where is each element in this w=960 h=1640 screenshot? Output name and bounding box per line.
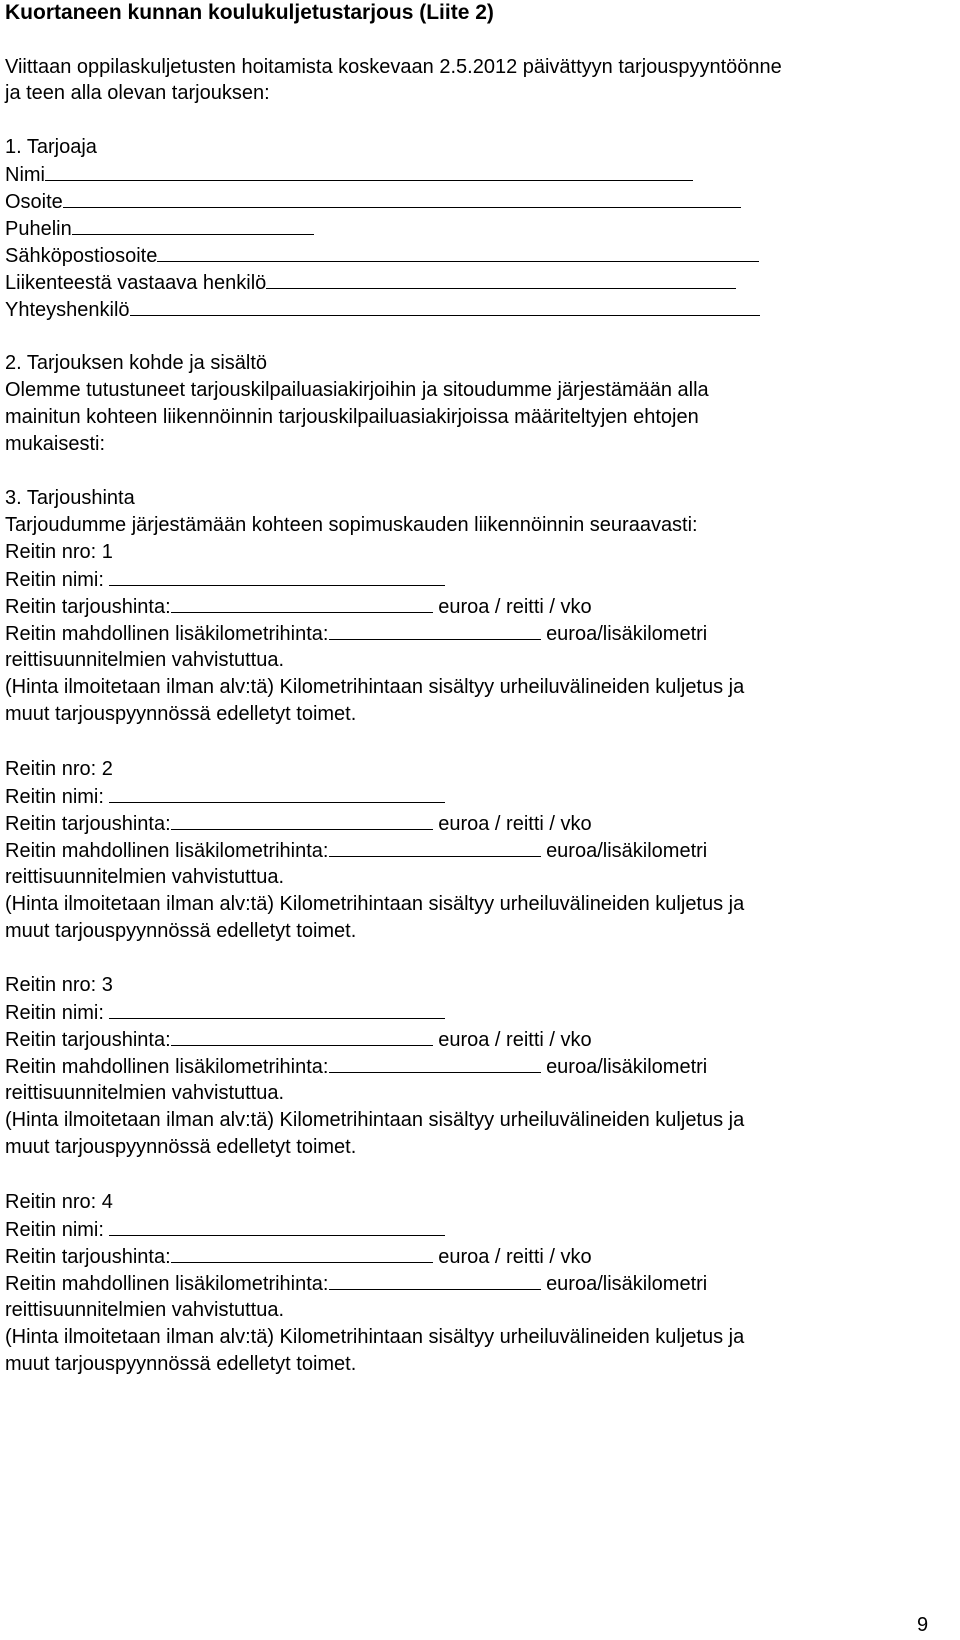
route-1-name-blank[interactable] <box>109 566 445 586</box>
route-name-label: Reitin nimi: <box>5 569 104 591</box>
section3-intro: Tarjoudumme järjestämään kohteen sopimuskauden liikennöinnin seuraavasti: <box>5 514 698 536</box>
field-traffic-manager <box>5 269 736 295</box>
route-2-price-blank[interactable] <box>171 810 433 830</box>
route-1-confirm: reittisuunnitelmien vahvistuttua. <box>5 649 285 671</box>
route-3-note-2: muut tarjouspyynnössä edelletyt toimet. <box>5 1136 357 1158</box>
route-4-km-price <box>5 1270 707 1296</box>
field-address-label: Osoite <box>5 191 63 213</box>
field-name-blank[interactable] <box>45 161 693 181</box>
km-price-unit: euroa/lisäkilometri <box>546 840 708 862</box>
km-price-label: Reitin mahdollinen lisäkilometrihinta: <box>5 840 329 862</box>
field-name-label: Nimi <box>5 164 45 186</box>
route-price-unit: euroa / reitti / vko <box>438 1246 592 1268</box>
field-traffic-manager-label: Liikenteestä vastaava henkilö <box>5 272 267 294</box>
route-2-confirm: reittisuunnitelmien vahvistuttua. <box>5 866 285 888</box>
route-4-name <box>5 1216 445 1242</box>
route-2-number: Reitin nro: 2 <box>5 758 113 780</box>
section2-heading: 2. Tarjouksen kohde ja sisältö <box>5 352 268 374</box>
section2-line-2: mainitun kohteen liikennöinnin tarjouskilpailuasiakirjoissa määriteltyjen ehtojen <box>5 406 699 428</box>
km-price-unit: euroa/lisäkilometri <box>546 1056 708 1078</box>
section2-line-3: mukaisesti: <box>5 433 106 455</box>
field-phone-blank[interactable] <box>72 215 314 235</box>
route-2-price <box>5 810 592 836</box>
route-4-note-1: (Hinta ilmoitetaan ilman alv:tä) Kilometrihintaan sisältyy urheiluvälineiden kuljetus ja <box>5 1326 745 1348</box>
route-4-price-blank[interactable] <box>171 1243 433 1263</box>
route-1-km-price-blank[interactable] <box>329 620 541 640</box>
field-phone <box>5 215 314 241</box>
field-name <box>5 161 693 187</box>
route-4-price <box>5 1243 592 1269</box>
route-3-number: Reitin nro: 3 <box>5 974 113 996</box>
km-price-label: Reitin mahdollinen lisäkilometrihinta: <box>5 1056 329 1078</box>
route-2-name <box>5 783 445 809</box>
route-3-confirm: reittisuunnitelmien vahvistuttua. <box>5 1082 285 1104</box>
field-contact-person <box>5 296 760 322</box>
km-price-label: Reitin mahdollinen lisäkilometrihinta: <box>5 623 329 645</box>
route-price-label: Reitin tarjoushinta: <box>5 1029 171 1051</box>
intro-line-2: ja teen alla olevan tarjouksen: <box>5 82 270 104</box>
field-traffic-manager-blank[interactable] <box>266 269 736 289</box>
route-price-unit: euroa / reitti / vko <box>438 1029 592 1051</box>
field-phone-label: Puhelin <box>5 218 72 240</box>
route-name-label: Reitin nimi: <box>5 1219 104 1241</box>
section3-heading: 3. Tarjoushinta <box>5 487 135 509</box>
field-address-blank[interactable] <box>63 188 741 208</box>
route-1-number: Reitin nro: 1 <box>5 541 113 563</box>
km-price-label: Reitin mahdollinen lisäkilometrihinta: <box>5 1273 329 1295</box>
route-price-label: Reitin tarjoushinta: <box>5 1246 171 1268</box>
route-3-km-price-blank[interactable] <box>329 1053 541 1073</box>
field-email-blank[interactable] <box>157 242 759 262</box>
section2-line-1: Olemme tutustuneet tarjouskilpailuasiakirjoihin ja sitoudumme järjestämään alla <box>5 379 709 401</box>
route-price-unit: euroa / reitti / vko <box>438 813 592 835</box>
page-number: 9 <box>917 1614 929 1636</box>
route-3-km-price <box>5 1053 707 1079</box>
route-2-note-2: muut tarjouspyynnössä edelletyt toimet. <box>5 920 357 942</box>
route-price-label: Reitin tarjoushinta: <box>5 813 171 835</box>
route-4-km-price-blank[interactable] <box>329 1270 541 1290</box>
field-contact-person-label: Yhteyshenkilö <box>5 299 130 321</box>
route-3-name-blank[interactable] <box>109 999 445 1019</box>
route-price-label: Reitin tarjoushinta: <box>5 596 171 618</box>
route-1-km-price <box>5 620 707 646</box>
field-address <box>5 188 741 214</box>
route-3-price-blank[interactable] <box>171 1026 433 1046</box>
field-email-label: Sähköpostiosoite <box>5 245 158 267</box>
field-email <box>5 242 759 268</box>
field-contact-person-blank[interactable] <box>130 296 760 316</box>
route-4-confirm: reittisuunnitelmien vahvistuttua. <box>5 1299 285 1321</box>
document-title: Kuortaneen kunnan koulukuljetustarjous (Liite 2) <box>5 1 494 24</box>
route-price-unit: euroa / reitti / vko <box>438 596 592 618</box>
intro-line-1: Viittaan oppilaskuljetusten hoitamista koskevaan 2.5.2012 päivättyyn tarjouspyyntöönne <box>5 56 782 78</box>
route-3-price <box>5 1026 592 1052</box>
route-1-name <box>5 566 445 592</box>
route-1-price <box>5 593 592 619</box>
route-4-number: Reitin nro: 4 <box>5 1191 113 1213</box>
route-2-name-blank[interactable] <box>109 783 445 803</box>
route-name-label: Reitin nimi: <box>5 786 104 808</box>
route-1-price-blank[interactable] <box>171 593 433 613</box>
route-2-km-price <box>5 837 707 863</box>
km-price-unit: euroa/lisäkilometri <box>546 1273 708 1295</box>
route-1-note-1: (Hinta ilmoitetaan ilman alv:tä) Kilometrihintaan sisältyy urheiluvälineiden kuljetus ja <box>5 676 745 698</box>
route-3-note-1: (Hinta ilmoitetaan ilman alv:tä) Kilometrihintaan sisältyy urheiluvälineiden kuljetus ja <box>5 1109 745 1131</box>
route-2-km-price-blank[interactable] <box>329 837 541 857</box>
route-4-note-2: muut tarjouspyynnössä edelletyt toimet. <box>5 1353 357 1375</box>
route-1-note-2: muut tarjouspyynnössä edelletyt toimet. <box>5 703 357 725</box>
route-4-name-blank[interactable] <box>109 1216 445 1236</box>
route-3-name <box>5 999 445 1025</box>
section1-heading: 1. Tarjoaja <box>5 136 97 158</box>
route-2-note-1: (Hinta ilmoitetaan ilman alv:tä) Kilometrihintaan sisältyy urheiluvälineiden kuljetus ja <box>5 893 745 915</box>
km-price-unit: euroa/lisäkilometri <box>546 623 708 645</box>
route-name-label: Reitin nimi: <box>5 1002 104 1024</box>
